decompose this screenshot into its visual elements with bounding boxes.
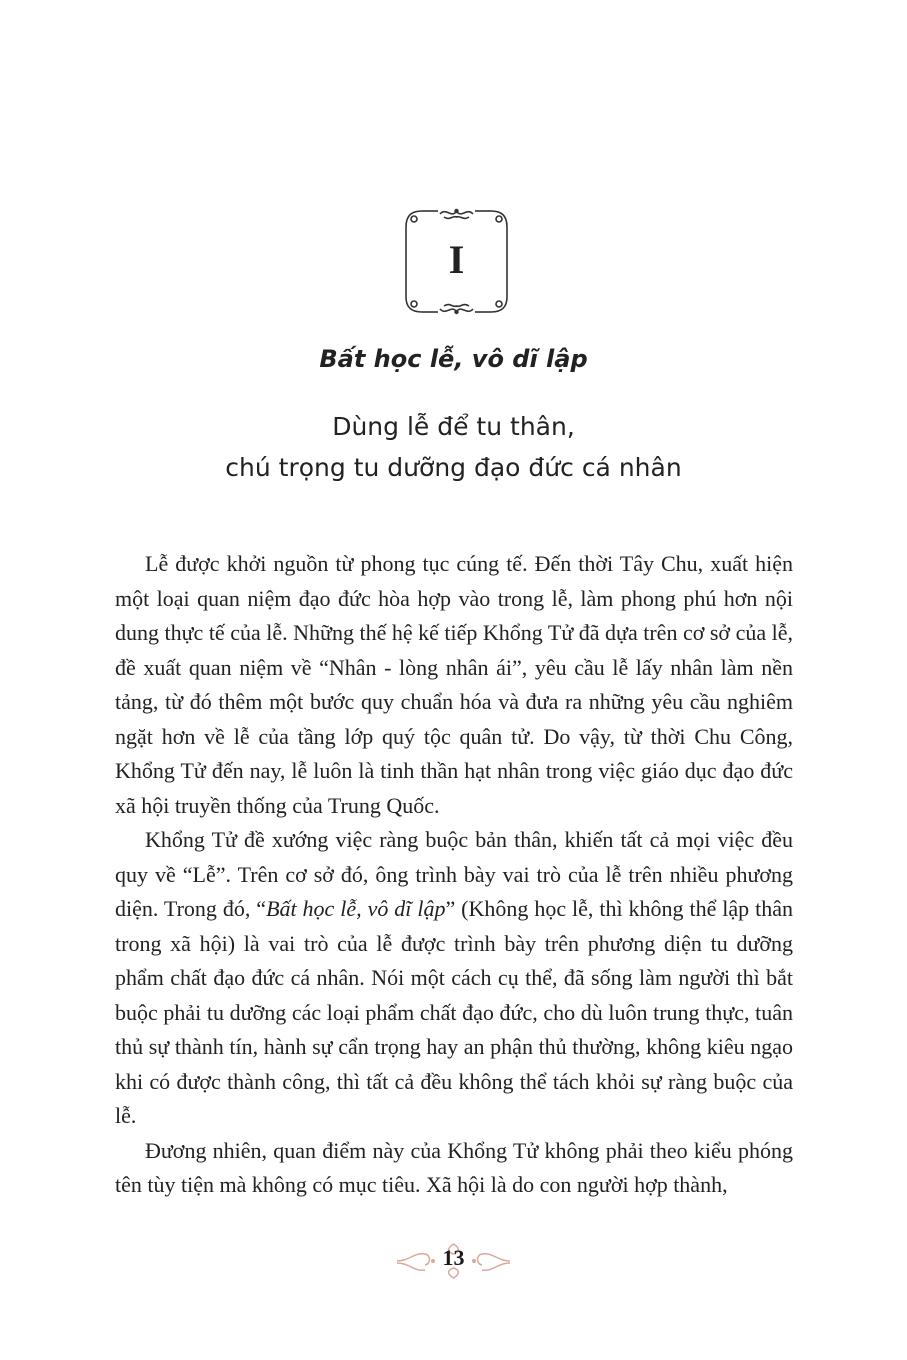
body-text bbox=[115, 547, 793, 1203]
page-number: 13 bbox=[442, 1245, 465, 1270]
chapter-numeral: I bbox=[448, 237, 465, 282]
paragraph-1: Lễ được khởi nguồn từ phong tục cúng tế. Đến thời Tây Chu, xuất hiện một loại quan niệm đạo đức hòa hợp vào trong lễ, làm phong phú hơn nội dung thực tế của lễ. Những thế hệ kế tiếp Khổng Tử đã dựa trên cơ sở của lễ, đề xuất quan niệm về “Nhân - lòng nhân ái”, yêu cầu lễ lấy nhân làm nền tảng, từ đó thêm một bước quy chuẩn hóa và đưa ra những yêu cầu nghiêm ngặt hơn về lễ của tầng lớp quý tộc quân tử. Do vậy, từ thời Chu Công, Khổng Tử đến nay, lễ luôn là tinh thần hạt nhân trong việc giáo dục đạo đức xã hội truyền thống của Trung Quốc. bbox=[115, 551, 793, 818]
paragraph-3: Đương nhiên, quan điểm này của Khổng Tử không phải theo kiểu phóng tên tùy tiện mà không có mục tiêu. Xã hội là do con người hợp thành, bbox=[115, 1137, 793, 1197]
paragraph-2-text-a: Khổng Tử đề xướng việc ràng buộc bản thân, khiến tất cả mọi việc đều quy về “Lễ”. Trên cơ sở đó, ông trình bày vai trò của lễ trên nhiều phương diện. Trong đó, “ bbox=[115, 827, 793, 921]
subtitle-line-2: chú trọng tu dưỡng đạo đức cá nhân bbox=[225, 453, 682, 482]
section-title: Bất học lễ, vô dĩ lập bbox=[319, 345, 588, 373]
paragraph-2 bbox=[115, 823, 793, 1134]
paragraph-2-italic-quote: Bất học lễ, vô dĩ lập bbox=[266, 896, 446, 921]
subtitle-line-1: Dùng lễ để tu thân, bbox=[332, 412, 575, 441]
chapter-ornament-frame bbox=[400, 205, 513, 318]
paragraph-2-text-b: ” (Không học lễ, thì không thể lập thân trong xã hội) là vai trò của lễ được trình bày trên phương diện tu dưỡng phẩm chất đạo đức cá nhân. Nói một cách cụ thể, đã sống làm người thì bắt buộc phải tu dưỡng các loại phẩm chất đạo đức, cho dù luôn trung thực, tuân thủ sự thành tín, hành sự cẩn trọng hay an phận thủ thường, không kiêu ngạo khi có được thành công, thì tất cả đều không thể tách khỏi sự ràng buộc của lễ. bbox=[115, 896, 793, 1128]
